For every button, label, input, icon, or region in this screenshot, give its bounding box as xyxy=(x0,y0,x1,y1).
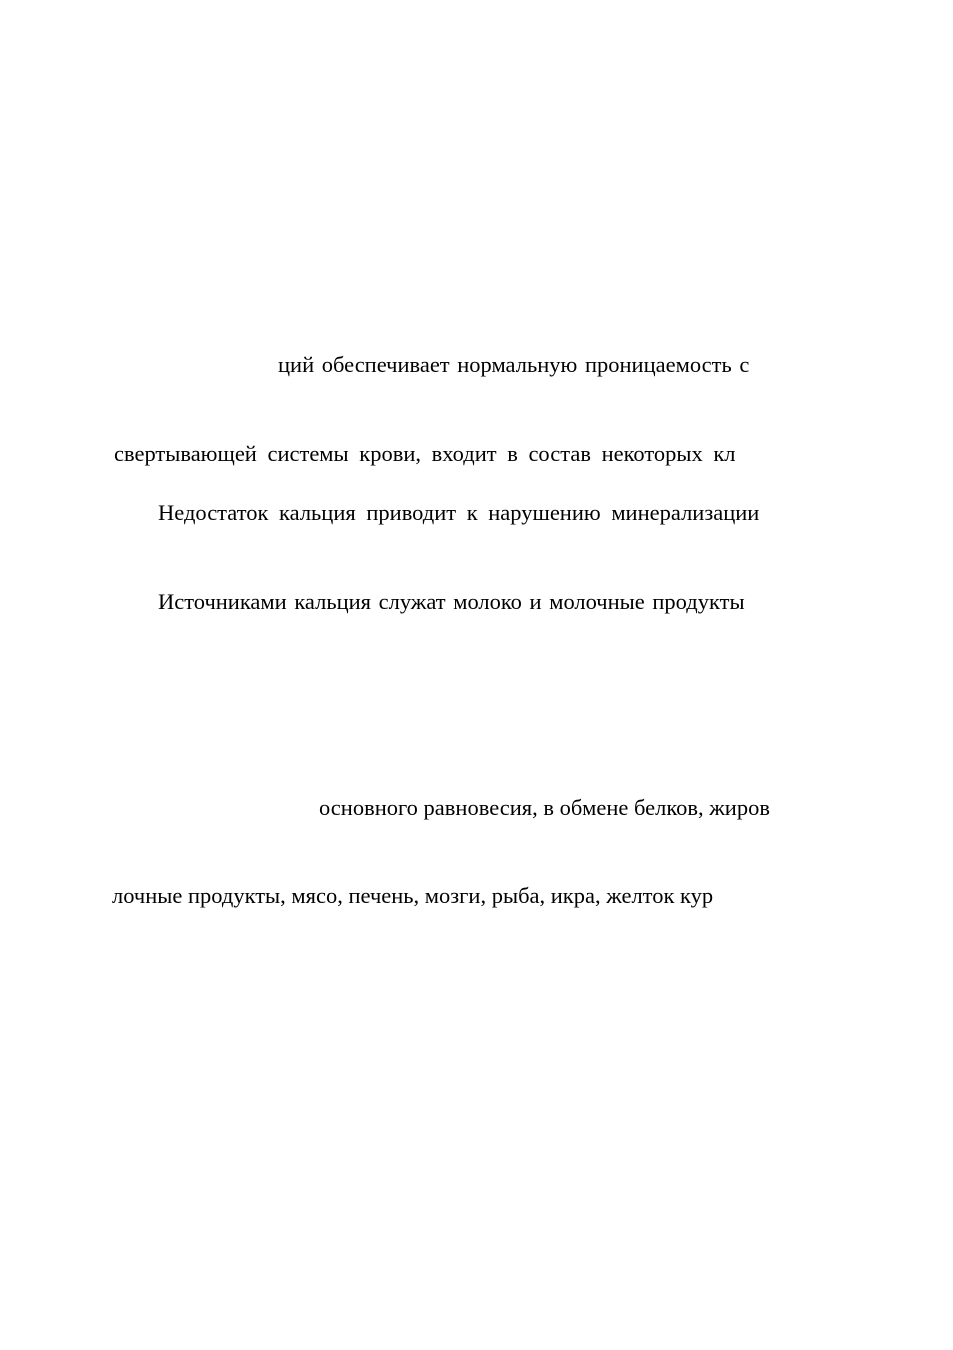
text-line-fragment: свертывающей системы крови, входит в состав некоторых кл xyxy=(114,441,736,466)
paragraph-first-line: Источниками кальция служат молоко и молочные продукты xyxy=(158,589,745,614)
text-line-fragment: лочные продукты, мясо, печень, мозги, рыба, икра, желток кур xyxy=(112,883,714,908)
paragraph-first-line: Недостаток кальция приводит к нарушению минерализации xyxy=(158,500,760,525)
text-line-fragment: ций обеспечивает нормальную проницаемость с xyxy=(278,352,750,377)
text-line-fragment: основного равновесия, в обмене белков, жиров xyxy=(319,795,770,820)
